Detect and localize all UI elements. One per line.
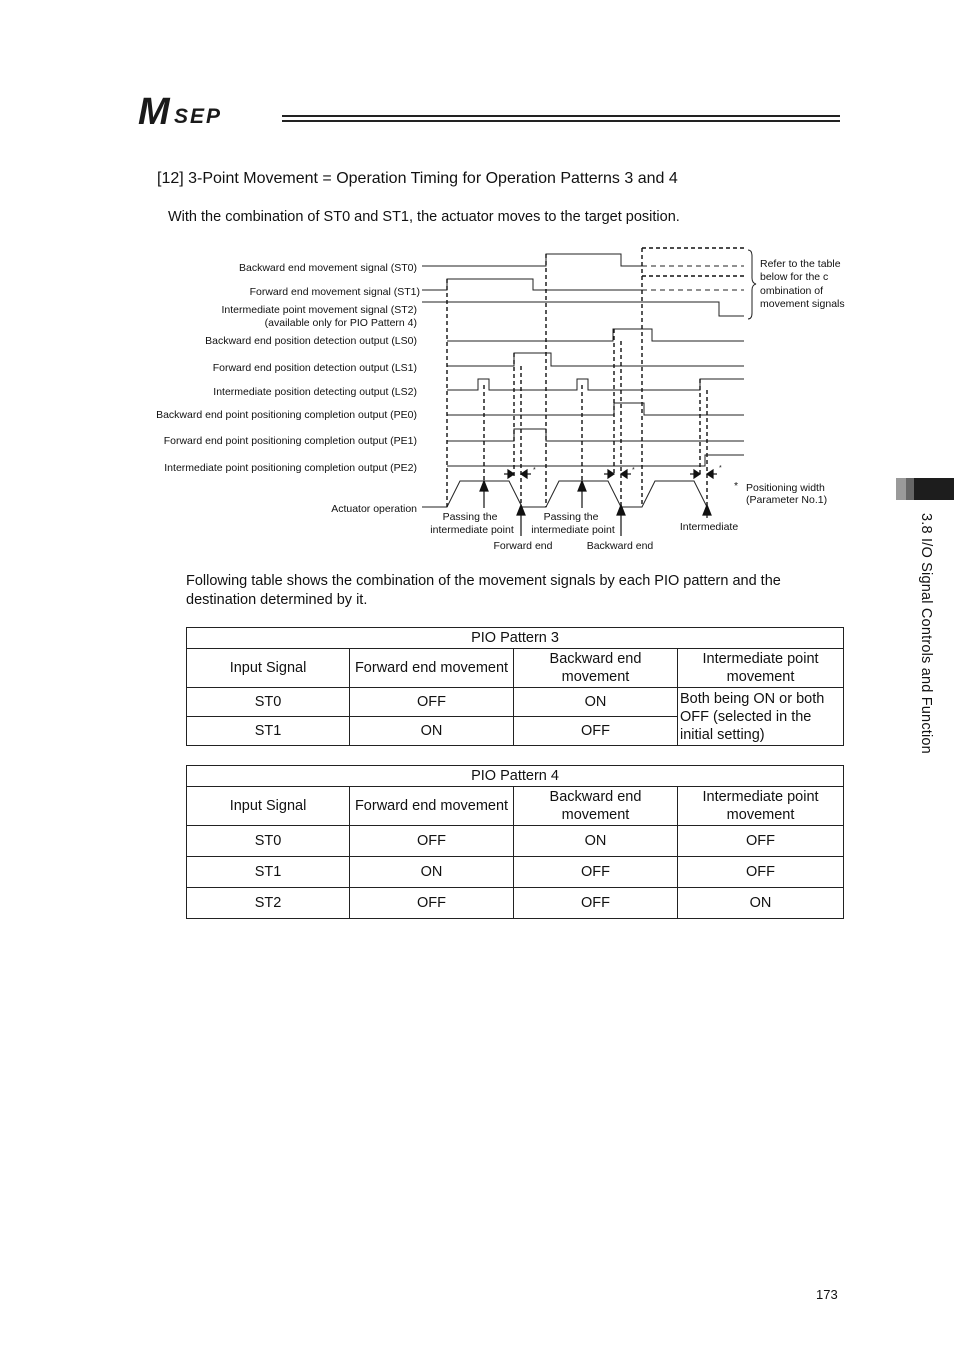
- page-number: 173: [816, 1287, 838, 1302]
- logo-sep: SEP: [174, 105, 223, 128]
- table-cell: OFF: [514, 857, 678, 888]
- up-arrow-icon: [578, 481, 586, 491]
- header-rule-bottom: [282, 120, 840, 122]
- positioning-note-line1: Positioning width: [746, 482, 825, 494]
- label-ls1: Forward end position detection output (LS1): [212, 362, 417, 374]
- wave-st0: [422, 254, 642, 266]
- passing-label-2-line1: Passing the: [543, 511, 599, 523]
- table-header: Input Signal: [187, 649, 350, 688]
- table-row: [187, 826, 844, 857]
- label-pe0: Backward end point positioning completion output (PE0): [156, 409, 417, 421]
- logo-m: M: [138, 91, 170, 133]
- table-cell: ST2: [187, 888, 350, 919]
- intermediate-label: Intermediate: [679, 521, 739, 533]
- right-arrow-icon: [608, 470, 614, 478]
- label-actuator: Actuator operation: [331, 503, 417, 515]
- left-arrow-icon: [621, 470, 627, 478]
- table-cell: OFF: [350, 888, 514, 919]
- header-rule-top: [282, 115, 840, 117]
- forward-end-label: Forward end: [493, 540, 553, 552]
- refer-note-line1: Refer to the table: [760, 258, 841, 270]
- table-row: [187, 688, 844, 717]
- msep-logo: [138, 92, 288, 132]
- asterisk-mark: *: [533, 467, 536, 474]
- table-cell: ST0: [187, 688, 350, 717]
- table-cell: ON: [678, 888, 844, 919]
- table-header: Backward end movement: [514, 649, 678, 688]
- table-title: PIO Pattern 4: [187, 766, 844, 787]
- asterisk-mark: *: [719, 465, 722, 472]
- table-row: [187, 857, 844, 888]
- right-arrow-icon: [694, 470, 700, 478]
- wave-actuator: [422, 481, 707, 507]
- table-cell: OFF: [514, 717, 678, 746]
- label-pe2: Intermediate point positioning completion output (PE2): [164, 462, 417, 474]
- up-arrow-icon: [703, 505, 711, 515]
- label-st0: Backward end movement signal (ST0): [239, 262, 417, 274]
- table-cell: OFF: [350, 826, 514, 857]
- label-st2-note: (available only for PIO Pattern 4): [264, 317, 417, 329]
- table-cell: OFF: [678, 826, 844, 857]
- timing-diagram: [0, 240, 954, 560]
- table-cell: ON: [350, 717, 514, 746]
- right-arrow-icon: [508, 470, 514, 478]
- refer-note-line3: ombination of: [760, 285, 824, 297]
- section-title: [12] 3-Point Movement = Operation Timing for Operation Patterns 3 and 4: [157, 170, 678, 187]
- wave-st2-pulse: [642, 302, 744, 316]
- table-header: Intermediate point movement: [678, 649, 844, 688]
- passing-label-1-line2: intermediate point: [430, 524, 514, 536]
- table-cell: OFF: [350, 688, 514, 717]
- following-text: Following table shows the combination of the movement signals by each PIO pattern and the destination determined by it.: [186, 573, 781, 608]
- table-header: Backward end movement: [514, 787, 678, 826]
- table-cell: OFF: [514, 888, 678, 919]
- intro-text: With the combination of ST0 and ST1, the actuator moves to the target position.: [168, 209, 680, 225]
- label-st1: Forward end movement signal (ST1): [249, 286, 420, 298]
- wave-ls1: [447, 353, 744, 366]
- table-header: Intermediate point movement: [678, 787, 844, 826]
- label-ls0: Backward end position detection output (LS0): [205, 335, 417, 347]
- table-row: [187, 888, 844, 919]
- passing-label-1-line1: Passing the: [442, 511, 498, 523]
- backward-end-label: Backward end: [586, 540, 654, 552]
- table-merged-note: Both being ON or both OFF (selected in the initial setting): [678, 688, 844, 746]
- positioning-note-line2: (Parameter No.1): [746, 494, 828, 506]
- asterisk-mark: *: [632, 467, 635, 474]
- left-arrow-icon: [707, 470, 713, 478]
- left-arrow-icon: [521, 470, 527, 478]
- table-cell: ON: [514, 688, 678, 717]
- label-st2: Intermediate point movement signal (ST2): [221, 304, 417, 316]
- brace-icon: [748, 250, 756, 319]
- table-title: PIO Pattern 3: [187, 628, 844, 649]
- pio-pattern-3-table: [186, 627, 844, 746]
- pio-pattern-4-table: [186, 765, 844, 919]
- refer-note-line2: below for the c: [760, 271, 829, 283]
- table-header: Input Signal: [187, 787, 350, 826]
- up-arrow-icon: [480, 481, 488, 491]
- passing-label-2-line2: intermediate point: [531, 524, 615, 536]
- positioning-asterisk: *: [734, 480, 739, 492]
- chapter-label: 3.8 I/O Signal Controls and Function: [918, 513, 934, 754]
- table-cell: ST0: [187, 826, 350, 857]
- table-cell: ON: [514, 826, 678, 857]
- table-cell: ST1: [187, 717, 350, 746]
- label-ls2: Intermediate position detecting output (LS2): [213, 386, 417, 398]
- table-header: Forward end movement: [350, 649, 514, 688]
- chapter-tab: [896, 478, 954, 500]
- table-cell: OFF: [678, 857, 844, 888]
- table-cell: ST1: [187, 857, 350, 888]
- refer-note-line4: movement signals: [760, 298, 845, 310]
- wave-st1: [422, 279, 642, 290]
- table-cell: ON: [350, 857, 514, 888]
- wave-ls0: [447, 329, 744, 341]
- label-pe1: Forward end point positioning completion output (PE1): [163, 435, 417, 447]
- table-header: Forward end movement: [350, 787, 514, 826]
